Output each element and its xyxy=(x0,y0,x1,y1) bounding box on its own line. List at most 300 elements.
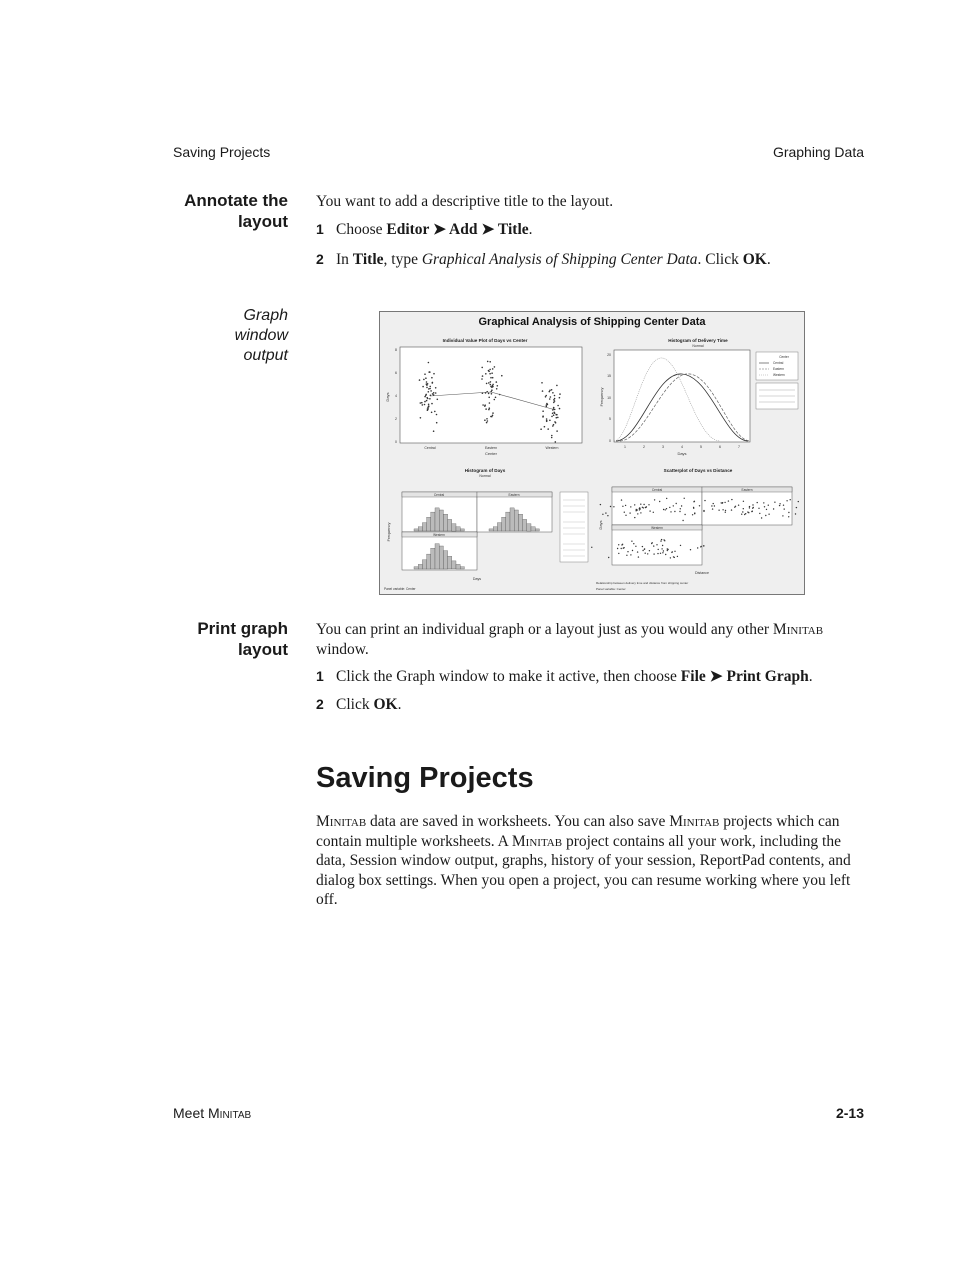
step-text: In xyxy=(336,251,353,268)
paragraph-text: window. xyxy=(316,640,369,658)
panel2-xtick: 4 xyxy=(681,445,683,449)
scatter-point xyxy=(693,501,694,502)
scatter-point xyxy=(774,502,775,503)
scatter-point xyxy=(542,410,544,412)
scatter-point xyxy=(788,516,789,517)
figure-caption-line1: Graph xyxy=(243,307,288,324)
panel3-ylabel: Frequency xyxy=(386,522,391,542)
running-footer-left xyxy=(173,1105,251,1121)
scatter-point xyxy=(624,512,625,513)
scatter-point xyxy=(496,388,498,390)
scatter-point xyxy=(488,409,490,411)
scatter-point xyxy=(551,435,553,437)
scatter-point xyxy=(662,552,663,553)
annotate-heading-line2: layout xyxy=(237,212,288,231)
scatter-point xyxy=(436,414,438,416)
panel4-note: Panel variable: Center xyxy=(596,587,626,591)
scatter-point xyxy=(783,505,784,506)
panel2-ytick: 0 xyxy=(609,439,611,443)
scatter-point xyxy=(661,539,662,540)
scatter-point xyxy=(618,544,619,545)
scatter-point xyxy=(540,428,542,430)
scatter-point xyxy=(617,548,618,549)
panel2-xtick: 7 xyxy=(738,445,740,449)
histogram-bar xyxy=(460,529,464,531)
scatter-point xyxy=(647,553,648,554)
print-heading-line2: layout xyxy=(237,640,288,659)
scatter-point xyxy=(491,393,493,395)
scatter-point xyxy=(629,512,630,513)
scatter-point xyxy=(553,412,555,414)
scatter-point xyxy=(665,509,666,510)
scatter-point xyxy=(494,366,496,368)
scatter-point xyxy=(424,373,426,375)
scatter-point xyxy=(693,508,694,509)
annotate-intro: You want to add a descriptive title to the layout. xyxy=(316,193,614,210)
product-name: Minitab xyxy=(772,621,824,638)
scatter-point xyxy=(618,553,619,554)
scatter-point xyxy=(605,512,606,513)
scatter-point xyxy=(546,421,548,423)
scatter-point xyxy=(645,553,646,554)
panel2-ylabel: Frequency xyxy=(599,387,604,407)
scatter-point xyxy=(429,398,431,400)
scatter-point xyxy=(782,515,783,516)
step-text: . xyxy=(766,251,771,268)
scatter-point xyxy=(549,420,551,422)
scatter-point xyxy=(554,395,556,397)
scatter-point xyxy=(490,377,492,379)
annotate-heading-line1: Annotate the xyxy=(184,191,288,210)
panel1-ytick: 0 xyxy=(395,440,397,444)
scatter-point xyxy=(424,401,426,403)
scatter-point xyxy=(684,514,685,515)
section-title: Saving Projects xyxy=(316,762,534,794)
graph-window-screenshot xyxy=(379,311,805,595)
scatter-point xyxy=(657,553,658,554)
scatter-point xyxy=(549,391,551,393)
histogram-bar xyxy=(493,527,497,531)
panel1-xlabel: Center xyxy=(484,451,498,456)
scatter-point xyxy=(752,508,753,509)
annotate-step-1 xyxy=(316,220,864,240)
panel2-ytick: 5 xyxy=(609,417,611,421)
scatter-point xyxy=(553,407,555,409)
step-text: . xyxy=(528,221,533,238)
scatter-point xyxy=(542,390,544,392)
scatter-point xyxy=(642,550,643,551)
scatter-point xyxy=(639,508,640,509)
panel4-title: Scatterplot of Days vs Distance xyxy=(663,468,733,473)
histogram-bar xyxy=(531,527,535,531)
scatter-point xyxy=(725,512,726,513)
step-number: 2 xyxy=(316,696,324,712)
typed-value: Graphical Analysis of Shipping Center Data xyxy=(421,251,698,268)
panel2-xtick: 3 xyxy=(662,445,664,449)
scatter-point xyxy=(666,498,667,499)
scatter-point xyxy=(426,383,428,385)
scatter-point xyxy=(428,362,430,364)
scatter-point xyxy=(638,556,639,557)
histogram-bar xyxy=(414,567,418,569)
scatter-point xyxy=(484,404,486,406)
scatter-point xyxy=(779,505,780,506)
scatter-point xyxy=(653,553,654,554)
scatter-point xyxy=(557,405,559,407)
step-number: 1 xyxy=(316,221,324,237)
scatter-point xyxy=(492,385,494,387)
scatter-point xyxy=(437,399,439,401)
scatter-point xyxy=(553,408,555,410)
scatter-point xyxy=(692,514,693,515)
scatter-point xyxy=(481,367,483,369)
scatter-point xyxy=(432,382,434,384)
scatter-point xyxy=(489,361,491,363)
scatter-point xyxy=(556,385,558,387)
scatter-point xyxy=(492,368,494,370)
scatter-point xyxy=(788,512,789,513)
scatter-point xyxy=(431,377,433,379)
panel1-title: Individual Value Plot of Days vs Center xyxy=(442,338,528,343)
scatter-point xyxy=(482,375,484,377)
scatter-point xyxy=(798,501,799,502)
panel3-xlabel: Days xyxy=(472,577,482,581)
ok-label: OK xyxy=(742,251,767,268)
scatter-point xyxy=(492,412,494,414)
scatter-point xyxy=(764,506,765,507)
figure-caption-line3: output xyxy=(243,347,288,364)
scatter-point xyxy=(642,546,643,547)
panel2-xticks xyxy=(624,445,740,449)
histogram-bar xyxy=(514,510,518,531)
scatter-point xyxy=(637,551,638,552)
scatter-point xyxy=(795,513,796,514)
scatter-point xyxy=(766,509,767,510)
scatter-point xyxy=(488,397,490,399)
panel2-xtick: 5 xyxy=(700,445,702,449)
step-text: Click xyxy=(336,696,374,713)
scatter-point xyxy=(489,373,491,375)
scatter-point xyxy=(765,515,766,516)
print-heading-line1: Print graph xyxy=(197,619,288,638)
scatter-point xyxy=(630,506,631,507)
histogram-bar xyxy=(443,514,447,531)
scatter-point xyxy=(667,548,668,549)
scatter-point xyxy=(422,386,424,388)
scatter-point xyxy=(627,551,628,552)
scatter-point xyxy=(621,499,622,500)
product-name: Minitab xyxy=(669,813,720,830)
scatter-point xyxy=(640,504,641,505)
histogram-bar xyxy=(535,529,539,531)
panel3-title: Histogram of Days xyxy=(464,468,506,473)
panel3-subtitle: Normal xyxy=(479,474,491,478)
step-text: . xyxy=(808,668,813,685)
panel2-legend-item: Central xyxy=(773,361,784,365)
running-header-left: Saving Projects xyxy=(173,144,271,160)
histogram-bar xyxy=(414,529,418,531)
scatter-point xyxy=(632,550,633,551)
step-text: Click the Graph window to make it active, then choose xyxy=(336,668,681,685)
scatter-point xyxy=(501,375,503,377)
scatter-point xyxy=(623,547,624,548)
panel4-xlabel: Distance xyxy=(695,571,709,575)
scatter-point xyxy=(656,544,657,545)
figure-caption xyxy=(120,306,288,366)
scatter-point xyxy=(741,514,742,515)
scatter-point xyxy=(553,414,555,416)
histogram-bar xyxy=(448,556,452,569)
scatter-point xyxy=(713,503,714,504)
panel3-strip-label: Western xyxy=(433,533,445,537)
scatter-point xyxy=(542,416,544,418)
scatter-point xyxy=(666,508,667,509)
panel2-subtitle: Normal xyxy=(692,344,704,348)
scatter-point xyxy=(422,404,424,406)
scatter-point xyxy=(556,414,558,416)
scatter-point xyxy=(711,505,712,506)
scatter-point xyxy=(546,403,548,405)
scatter-point xyxy=(544,426,546,428)
scatter-point xyxy=(637,513,638,514)
scatter-point xyxy=(420,417,422,419)
scatter-point xyxy=(796,507,797,508)
scatter-point xyxy=(779,503,780,504)
scatter-point xyxy=(559,408,561,410)
scatter-point xyxy=(636,509,637,510)
histogram-bar xyxy=(439,546,443,569)
print-heading xyxy=(120,618,288,660)
scatter-point xyxy=(749,507,750,508)
footer-text: Meet xyxy=(173,1105,209,1121)
ok-label: OK xyxy=(373,696,398,713)
scatter-point xyxy=(488,371,490,373)
scatter-point xyxy=(488,393,490,395)
scatter-point xyxy=(496,381,498,383)
product-name: Minitab xyxy=(208,1105,252,1121)
scatter-point xyxy=(653,512,654,513)
field-name: Title xyxy=(352,251,384,268)
scatter-point xyxy=(600,504,601,505)
panel3-strip-label: Eastern xyxy=(508,493,520,497)
panel1-ytick: 4 xyxy=(395,394,397,398)
histogram-bar xyxy=(456,527,460,531)
scatter-point xyxy=(634,517,635,518)
annotate-step-2 xyxy=(316,250,864,270)
histogram-bar xyxy=(427,554,431,569)
scatter-point xyxy=(433,392,435,394)
scatter-point xyxy=(697,547,698,548)
scatter-point xyxy=(654,499,655,500)
scatter-point xyxy=(426,381,428,383)
scatter-point xyxy=(482,404,484,406)
scatter-point xyxy=(759,513,760,514)
scatter-point xyxy=(743,501,744,502)
scatter-point xyxy=(608,557,609,558)
panel4-strip-label: Western xyxy=(651,526,663,530)
scatter-point xyxy=(749,506,750,507)
menu-path: Editor ➤ Add ➤ Title xyxy=(386,221,529,238)
histogram-bar xyxy=(527,524,531,531)
panel4-cell-eastern xyxy=(702,487,792,525)
scatter-point xyxy=(495,397,497,399)
scatter-point xyxy=(731,509,732,510)
scatter-point xyxy=(622,506,623,507)
scatter-point xyxy=(559,393,561,395)
running-header-right: Graphing Data xyxy=(772,144,864,160)
scatter-point xyxy=(699,505,700,506)
scatter-point xyxy=(673,505,674,506)
scatter-point xyxy=(681,505,682,506)
histogram-bar xyxy=(422,523,426,531)
scatter-point xyxy=(625,505,626,506)
paragraph-text: You can print an individual graph or a layout just as you would any other xyxy=(316,621,773,638)
panel2-title: Histogram of Delivery Time xyxy=(668,338,728,343)
menu-path: File ➤ Print Graph xyxy=(680,668,809,685)
histogram-bar xyxy=(439,510,443,531)
scatter-point xyxy=(485,373,487,375)
histogram-bar xyxy=(518,514,522,531)
scatter-point xyxy=(679,511,680,512)
scatter-point xyxy=(682,520,683,521)
scatter-point xyxy=(642,507,643,508)
scatter-point xyxy=(684,498,685,499)
panel2-legend-item: Western xyxy=(773,373,785,377)
scatter-point xyxy=(436,422,438,424)
scatter-point xyxy=(649,550,650,551)
scatter-point xyxy=(703,545,704,546)
scatter-point xyxy=(663,509,664,510)
scatter-point xyxy=(747,511,748,512)
scatter-point xyxy=(428,391,430,393)
product-name: Minitab xyxy=(316,813,367,830)
histogram-bar xyxy=(510,508,514,531)
step-text: , type xyxy=(383,251,422,268)
scatter-point xyxy=(591,547,592,548)
scatter-point xyxy=(674,551,675,552)
print-step-1 xyxy=(316,667,864,687)
panel1-xtick: Eastern xyxy=(484,446,498,450)
scatter-point xyxy=(721,502,722,503)
scatter-point xyxy=(662,545,663,546)
scatter-point xyxy=(671,552,672,553)
scatter-point xyxy=(758,508,759,509)
scatter-point xyxy=(423,379,425,381)
scatter-point xyxy=(635,546,636,547)
histogram-bar xyxy=(456,564,460,569)
scatter-point xyxy=(494,399,496,401)
scatter-point xyxy=(700,546,701,547)
histogram-bar xyxy=(489,529,493,531)
scatter-point xyxy=(663,539,664,540)
scatter-point xyxy=(784,508,785,509)
scatter-point xyxy=(633,543,634,544)
scatter-point xyxy=(644,549,645,550)
scatter-point xyxy=(556,430,558,432)
panel2-xlabel: Days xyxy=(677,451,687,456)
scatter-point xyxy=(670,511,671,512)
scatter-point xyxy=(551,437,553,439)
scatter-point xyxy=(763,502,764,503)
scatter-point xyxy=(429,386,431,388)
scatter-point xyxy=(486,383,488,385)
scatter-point xyxy=(661,548,662,549)
scatter-point xyxy=(613,506,614,507)
histogram-bar xyxy=(523,519,527,531)
panel1-ytick: 6 xyxy=(395,371,397,375)
scatter-point xyxy=(554,409,556,411)
figure-caption-line2: window xyxy=(234,327,288,344)
scatter-point xyxy=(559,397,561,399)
scatter-point xyxy=(752,504,753,505)
scatter-point xyxy=(718,510,719,511)
panel1-ytick: 8 xyxy=(395,348,397,352)
scatter-point xyxy=(489,369,491,371)
scatter-point xyxy=(547,428,549,430)
scatter-point xyxy=(435,387,437,389)
scatter-point xyxy=(428,388,430,390)
histogram-bar xyxy=(506,512,510,531)
scatter-point xyxy=(643,504,644,505)
page-number: 2-13 xyxy=(835,1105,864,1121)
scatter-point xyxy=(725,510,726,511)
scatter-point xyxy=(722,509,723,510)
scatter-point xyxy=(768,505,769,506)
scatter-point xyxy=(490,381,492,383)
scatter-point xyxy=(670,557,671,558)
print-intro xyxy=(316,620,864,659)
panel4-note: Relationship between delivery time and distance from shipping center xyxy=(596,581,689,585)
scatter-point xyxy=(429,371,431,373)
scatter-point xyxy=(630,554,631,555)
scatter-point xyxy=(660,540,661,541)
scatter-point xyxy=(490,384,492,386)
scatter-point xyxy=(489,402,491,404)
scatter-point xyxy=(545,396,547,398)
scatter-point xyxy=(489,407,491,409)
scatter-point xyxy=(751,511,752,512)
scatter-point xyxy=(660,553,661,554)
scatter-point xyxy=(487,361,489,363)
histogram-bar xyxy=(418,527,422,531)
step-text: . xyxy=(397,696,402,713)
histogram-bar xyxy=(448,519,452,531)
scatter-point xyxy=(488,382,490,384)
panel3-note: Panel variable: Center xyxy=(384,587,416,591)
scatter-point xyxy=(426,387,428,389)
scatter-point xyxy=(731,499,732,500)
paragraph-text: project contains all your work, including the data, Session window output, graphs, history of your session, ReportPad contents, and dialog box settings. When you open a project, you can resume working where you left off. xyxy=(316,832,851,908)
scatter-point xyxy=(541,382,543,384)
panel2-legend-title: Center xyxy=(779,355,789,359)
scatter-point xyxy=(484,419,486,421)
scatter-point xyxy=(626,555,627,556)
panel2-legend-item: Eastern xyxy=(773,367,784,371)
scatter-point xyxy=(425,394,427,396)
scatter-point xyxy=(602,514,603,515)
scatter-point xyxy=(663,550,664,551)
panel4-ylabel: Days xyxy=(598,520,603,530)
scatter-point xyxy=(481,378,483,380)
scatter-point xyxy=(553,402,555,404)
scatter-point xyxy=(421,402,423,404)
scatter-point xyxy=(653,545,654,546)
scatter-point xyxy=(658,549,659,550)
step-text: Choose xyxy=(336,221,387,238)
histogram-bar xyxy=(497,523,501,531)
panel2-xtick: 1 xyxy=(624,445,626,449)
scatter-point xyxy=(639,509,640,510)
